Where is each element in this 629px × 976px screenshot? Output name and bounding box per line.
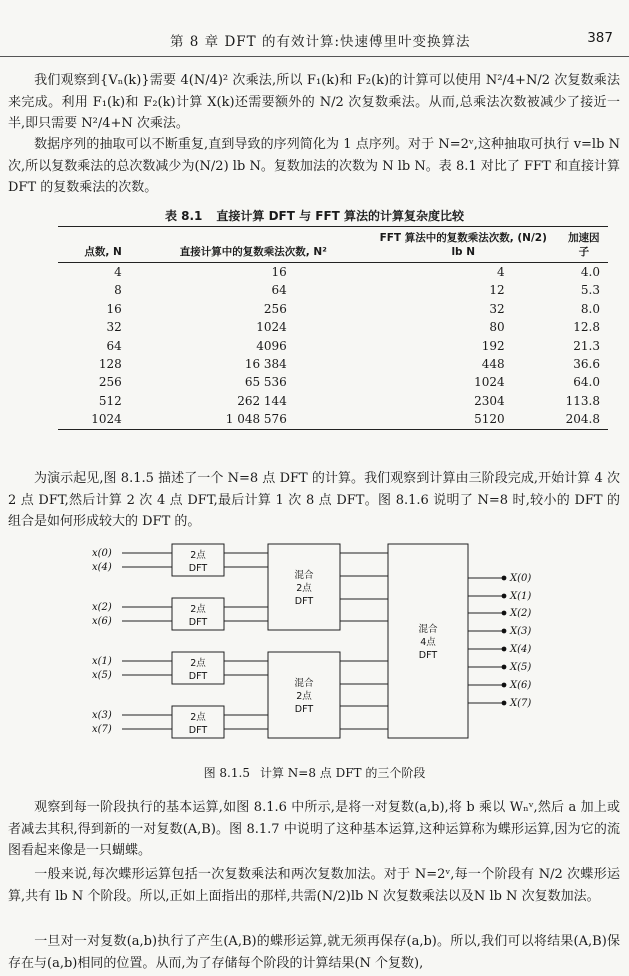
- output-node: [502, 647, 507, 652]
- input-label: x(2): [92, 602, 112, 613]
- input-label: x(1): [92, 656, 112, 667]
- stage1-label: 2点: [190, 712, 206, 723]
- table-row: [58, 263, 608, 282]
- table-caption-text: 直接计算 DFT 与 FFT 算法的计算复杂度比较: [216, 209, 465, 223]
- header-points: 点数, N: [58, 227, 140, 263]
- stage1-label: DFT: [188, 563, 208, 574]
- output-node: [502, 594, 507, 599]
- stage3-label: 混合: [418, 624, 438, 635]
- cell-direct-mults: 4096: [256, 338, 287, 353]
- output-node: [502, 701, 507, 706]
- output-label: X(6): [510, 680, 532, 691]
- stage3-label: 4点: [420, 637, 436, 648]
- cell-fft-mults: 2304: [474, 393, 505, 408]
- cell-speedup: 21.3: [573, 338, 600, 353]
- paragraph-4: [8, 797, 620, 862]
- stage3-label: DFT: [418, 650, 438, 661]
- header-speedup: 加速因子: [560, 227, 608, 263]
- stage2-label: 混合: [294, 678, 314, 689]
- input-label: x(5): [92, 670, 112, 681]
- output-node: [502, 576, 507, 581]
- cell-fft-mults: 5120: [367, 410, 560, 429]
- table-caption: [0, 207, 629, 224]
- cell-speedup: 64.0: [573, 375, 600, 390]
- cell-direct-mults: 262 144: [237, 393, 287, 408]
- paragraph-1-text: 我们观察到{Vₙ(k)}需要 4(N/4)² 次乘法,所以 F₁(k)和 F₂(k)的计算可以使用 N²/4+N/2 次复数乘法来完成。利用 F₁(k)和 F₂(k)计算 X(k)还需要额外的 N/2 次复数乘法。从而,总乘法次数被减少了接近一半,即只需要 N²/4+N 次乘法。: [8, 73, 620, 131]
- table-row: [58, 373, 608, 391]
- stage1-label: DFT: [188, 725, 208, 736]
- output-label: X(4): [510, 644, 532, 655]
- cell-fft-mults: 1024: [474, 375, 505, 390]
- header-direct-mults: 直接计算中的复数乘法次数, N²: [140, 227, 367, 263]
- cell-direct-mults: 1024: [256, 320, 287, 335]
- cell-points: 4: [114, 265, 122, 279]
- table-row: [58, 300, 608, 318]
- output-label: X(3): [510, 626, 532, 637]
- cell-speedup: 4.0: [580, 265, 600, 279]
- stage2-label: DFT: [294, 596, 314, 607]
- table-row: [58, 337, 608, 355]
- cell-points: 16: [106, 301, 122, 316]
- table-row: [58, 410, 608, 429]
- table-row: [58, 318, 608, 336]
- cell-points: 64: [106, 338, 122, 353]
- paragraph-5: [8, 864, 620, 907]
- output-node: [502, 665, 507, 670]
- stage2-label: 2点: [296, 583, 312, 594]
- cell-speedup: 36.6: [573, 357, 600, 372]
- stage1-label: DFT: [188, 617, 208, 628]
- cell-direct-mults: 1 048 576: [140, 410, 367, 429]
- table-row: [58, 392, 608, 410]
- header-fft-mults: FFT 算法中的复数乘法次数, (N/2) lb N: [367, 227, 560, 263]
- cell-direct-mults: 64: [271, 283, 287, 298]
- complexity-table: [58, 226, 608, 430]
- table-header-row: [58, 227, 608, 263]
- input-label: x(6): [92, 616, 112, 627]
- cell-points: 128: [98, 357, 122, 372]
- input-label: x(0): [92, 548, 112, 559]
- output-label: X(5): [510, 662, 532, 673]
- stage1-label: DFT: [188, 671, 208, 682]
- input-label: x(7): [92, 724, 112, 735]
- paragraph-3-text: 为演示起见,图 8.1.5 描述了一个 N=8 点 DFT 的计算。我们观察到计算由三阶段完成,开始计算 4 次 2 点 DFT,然后计算 2 次 4 点 DFT,最后计算 1 次 8 点 DFT。图 8.1.6 说明了 N=8 时,较小的 DFT 的组合是如何形成较大的 DFT 的。: [8, 471, 620, 529]
- paragraph-2-text: 数据序列的抽取可以不断重复,直到导致的序列简化为 1 点序列。对于 N=2ᵛ,这种抽取可执行 v=lb N 次,所以复数乘法的总次数减少为(N/2) lb N。复数加法的次数为 N lb N。表 8.1 对比了 FFT 和直接计算 DFT 的复数乘法的次数。: [8, 137, 620, 195]
- paragraph-6-text: 一旦对一对复数(a,b)执行了产生(A,B)的蝶形运算,就无须再保存(a,b)。所以,我们可以将结果(A,B)保存在与(a,b)相同的位置。从而,为了存储每个阶段的计算结果(N 个复数),: [8, 934, 620, 971]
- cell-speedup: 12.8: [573, 320, 600, 335]
- cell-speedup: 5.3: [580, 283, 600, 298]
- cell-fft-mults: 4: [497, 265, 505, 279]
- paragraph-1: [8, 70, 620, 135]
- cell-points: 512: [98, 393, 122, 408]
- output-label: X(2): [510, 608, 532, 619]
- table-label: 表 8.1: [164, 209, 203, 223]
- output-node: [502, 611, 507, 616]
- cell-direct-mults: 256: [263, 301, 287, 316]
- stage2-label: 2点: [296, 691, 312, 702]
- cell-fft-mults: 448: [481, 357, 505, 372]
- cell-points: 32: [106, 320, 122, 335]
- output-label: X(0): [510, 573, 532, 584]
- table-row: [58, 355, 608, 373]
- stage1-label: 2点: [190, 604, 206, 615]
- cell-fft-mults: 12: [489, 283, 505, 298]
- fft-stages-diagram: [90, 540, 550, 750]
- cell-points: 1024: [58, 410, 140, 429]
- output-label: X(1): [510, 591, 532, 602]
- output-node: [502, 683, 507, 688]
- paragraph-3: [8, 468, 620, 533]
- cell-speedup: 204.8: [560, 410, 608, 429]
- cell-points: 8: [114, 283, 122, 298]
- paragraph-5-text: 一般来说,每次蝶形运算包括一次复数乘法和两次复数加法。对于 N=2ᵛ,每一个阶段有 N/2 次蝶形运算,共有 lb N 个阶段。所以,正如上面指出的那样,共需(N/2)lb N 次复数乘法以及N lb N 次复数加法。: [8, 867, 620, 904]
- stage1-label: 2点: [190, 550, 206, 561]
- stage2-label: DFT: [294, 704, 314, 715]
- cell-points: 256: [98, 375, 122, 390]
- cell-direct-mults: 16: [271, 265, 287, 279]
- figure-caption: [0, 764, 629, 781]
- cell-direct-mults: 16 384: [244, 357, 287, 372]
- paragraph-6: [8, 931, 620, 974]
- input-label: x(3): [92, 710, 112, 721]
- page-number: 387: [587, 30, 613, 46]
- output-node: [502, 629, 507, 634]
- input-label: x(4): [92, 562, 112, 573]
- paragraph-4-text: 观察到每一阶段执行的基本运算,如图 8.1.6 中所示,是将一对复数(a,b),将 b 乘以 Wₙᵛ,然后 a 加上或者减去其积,得到新的一对复数(A,B)。图 8.1.7 中说明了这种基本运算,这种运算称为蝶形运算,因为它的流图看起来像是一只蝴蝶。: [8, 800, 620, 858]
- cell-direct-mults: 65 536: [244, 375, 287, 390]
- chapter-title: 第 8 章 DFT 的有效计算:快速傅里叶变换算法: [170, 34, 471, 50]
- cell-fft-mults: 80: [489, 320, 505, 335]
- cell-speedup: 113.8: [565, 393, 600, 408]
- stage1-label: 2点: [190, 658, 206, 669]
- stage2-label: 混合: [294, 570, 314, 581]
- paragraph-2: [8, 134, 620, 199]
- cell-speedup: 8.0: [580, 301, 600, 316]
- cell-fft-mults: 192: [481, 338, 505, 353]
- output-label: X(7): [510, 698, 532, 709]
- figure-label: 图 8.1.5: [203, 766, 250, 780]
- table-row: [58, 281, 608, 299]
- page-header: [0, 0, 629, 57]
- cell-fft-mults: 32: [489, 301, 505, 316]
- figure-caption-text: 计算 N=8 点 DFT 的三个阶段: [259, 766, 426, 780]
